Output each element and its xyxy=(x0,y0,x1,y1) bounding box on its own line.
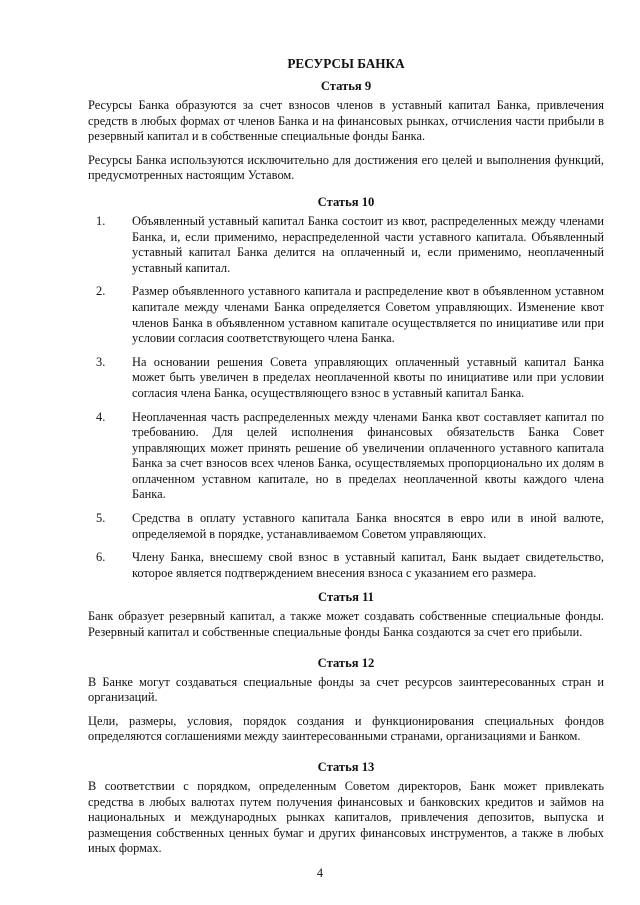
article-11-title: Статья 11 xyxy=(318,590,374,605)
article-9-paragraph: Ресурсы Банка используются исключительно для достижения его целей и выполнения функций, предусмотренных настоящим Уставом. xyxy=(88,152,604,183)
article-10-title: Статья 10 xyxy=(317,194,375,209)
list-item xyxy=(88,355,604,402)
list-item xyxy=(88,550,604,581)
list-item-number: 4. xyxy=(96,409,106,424)
article-9-title: Статья 9 xyxy=(320,79,372,93)
list-item-number: 5. xyxy=(96,511,106,526)
list-item-text: Средства в оплату уставного капитала Банка вносятся в евро или в иной валюте, определяемой в порядке, устанавливаемом Советом управляющих. xyxy=(132,511,604,541)
page-number: 4 xyxy=(316,866,324,880)
article-13-paragraph: В соответствии с порядком, определенным Советом директоров, Банк может привлекать средства в любых валютах путем получения финансовых и банковских кредитов и займов на национальных и международных рынках капиталов, привлечения депозитов, выпуска и размещения собственных ценных бумаг и других финансовых инструментов, а также в любых иных формах. xyxy=(88,779,604,856)
list-item-text: Объявленный уставный капитал Банка состоит из квот, распределенных между членами Банка, и, если применимо, нераспределенной части уставного капитала. Объявленный уставный капитал Банка делится на оплаченный и, если применимо, неоплаченный уставный капитал. xyxy=(132,213,604,275)
list-item-number: 2. xyxy=(96,284,106,299)
article-12-title: Статья 12 xyxy=(317,655,375,670)
list-item xyxy=(88,284,604,346)
list-item xyxy=(88,410,604,504)
list-item-text: На основании решения Совета управляющих оплаченный уставный капитал Банка может быть увеличен в пределах неоплаченной квоты по инициативе или при условии согласия члена Банка, осуществляющего взнос в уставный капитал Банка. xyxy=(132,354,604,400)
list-item-number: 1. xyxy=(96,213,106,228)
article-12-paragraph: Цели, размеры, условия, порядок создания и функционирования специальных фондов определяются соглашениями между заинтересованными странами, организациями и Банком. xyxy=(88,713,604,744)
document-page xyxy=(88,56,604,865)
list-item-text: Неоплаченная часть распределенных между членами Банка квот составляет капитал по требованию. Для целей исполнения финансовых обязательств Банка Совет управляющих может принять решение об увеличении оплаченного уставного капитала Банка за счет взносов всех членов Банка, осуществляемых пропорционально их долям в оплаченном уставном капитале, но в пределах неоплаченной квоты каждого члена Банка. xyxy=(132,409,604,502)
article-10-list xyxy=(88,214,604,581)
article-13-title: Статья 13 xyxy=(317,760,375,774)
list-item-number: 6. xyxy=(96,550,106,565)
article-11-paragraph: Банк образует резервный капитал, а также может создавать собственные специальные фонды. Резервный капитал и собственные специальные фонды Банка создаются за счет его прибыли. xyxy=(88,609,604,640)
list-item-text: Члену Банка, внесшему свой взнос в уставный капитал, Банк выдает свидетельство, которое является подтверждением внесения взноса с указанием его размера. xyxy=(132,550,604,580)
section-heading: РЕСУРСЫ БАНКА xyxy=(287,56,405,71)
list-item-text: Размер объявленного уставного капитала и распределение квот в объявленном уставном капитале между членами Банка определяется Советом управляющих. Изменение квот членов Банка в объявленном уставном капитале осуществляется по инициативе или при условии согласия соответствующего члена Банка. xyxy=(132,284,604,346)
list-item xyxy=(88,511,604,542)
list-item xyxy=(88,214,604,276)
list-item-number: 3. xyxy=(96,354,106,369)
article-12-paragraph: В Банке могут создаваться специальные фонды за счет ресурсов заинтересованных стран и организаций. xyxy=(88,674,604,705)
article-9-paragraph: Ресурсы Банка образуются за счет взносов членов в уставный капитал Банка, привлечения средств в любых формах от членов Банка и на финансовых рынках, отчисления части прибыли в резервный капитал и в собственные специальные фонды Банка. xyxy=(88,98,604,144)
